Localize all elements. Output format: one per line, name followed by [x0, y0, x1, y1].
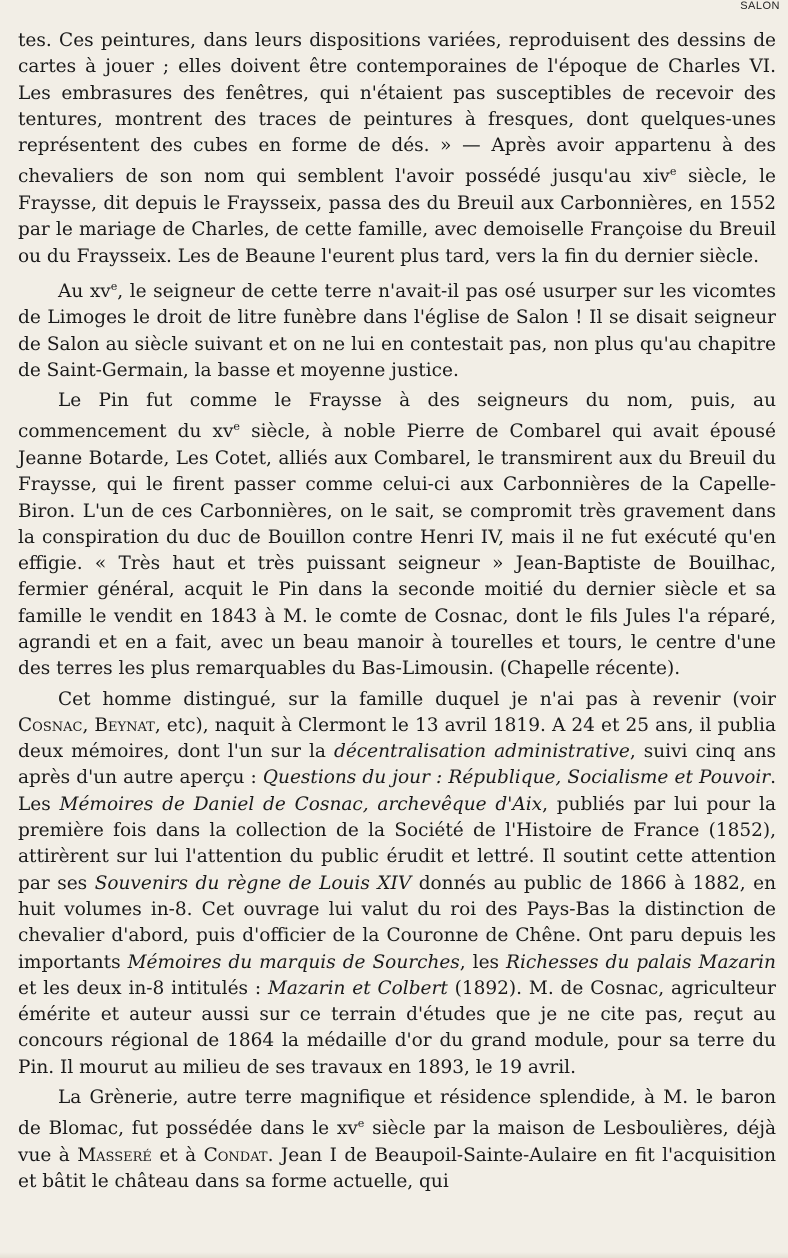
italic-text: Mémoires de Daniel de Cosnac, archevêque d'Aix: [59, 793, 543, 815]
text-run: , les: [459, 951, 507, 973]
text-run: siècle, à noble Pierre de Combarel qui avait épousé Jeanne Botarde, Les Cotet, alliés aux Combarel, le transmirent aux du Breuil du Fraysse, qui le firent passer comme celui-ci aux Carbonnières de la Capelle-Biron. L'un de ces Carbonnières, on le sait, se compromit très gravement dans la conspiration du duc de Bouillon contre Henri IV, mais il ne fut exécuté qu'en effigie. « Très haut et très puissant seigneur » Jean-Baptiste de Bouilhac, fermier général, acquit le Pin dans la seconde moitié du dernier siècle et sa famille le vendit en 1843 à M. le comte de Cosnac, dont le fils Jules l'a réparé, agrandi et en a fait, avec un beau manoir à tourelles et tours, le centre d'une des terres les plus remarquables du Bas-Limousin. (Chapelle récente).: [18, 421, 776, 680]
smallcaps-text: Cosnac: [18, 714, 83, 736]
paragraph: [18, 388, 776, 682]
text-run: . Jean I de Beaupoil-Sainte-Aulaire en fit l'acquisition et bâtit le château dans sa forme actuelle, qui: [18, 1144, 777, 1193]
text-run: et les deux in-8 intitulés :: [18, 977, 268, 999]
paragraph: [18, 274, 776, 384]
text-run: , suivi cinq ans après d'un autre aperçu :: [18, 741, 776, 789]
paragraph: [18, 28, 776, 270]
superscript: e: [669, 165, 677, 179]
text-run: siècle par la maison de Lesboulières, déjà vue à: [18, 1118, 776, 1166]
text-run: siècle, le Fraysse, dit depuis le Fraysseix, passa des du Breuil aux Carbonnières, en 1552 par le mariage de Charles, de cette famille, avec demoiselle Françoise du Breuil ou du Fraysseix. Les de Beaune l'eurent plus tard, vers la fin du dernier siècle.: [18, 166, 776, 267]
page-edge: [0, 1252, 788, 1258]
italic-text: Mazarin et Colbert: [267, 977, 448, 999]
superscript: e: [110, 279, 118, 293]
text-run: ,: [82, 714, 95, 736]
italic-text: Souvenirs du règne de Louis XIV: [94, 872, 412, 894]
text-run: Cet homme distingué, sur la famille duquel je n'ai pas à revenir (voir: [58, 688, 776, 710]
text-run: et à: [151, 1144, 204, 1166]
text-run: , etc), naquit à Clermont le 13 avril 1819. A 24 et 25 ans, il publia deux mémoires, dont l'un sur la: [18, 714, 776, 763]
paragraph: [18, 1085, 776, 1195]
superscript: e: [233, 420, 240, 434]
text-run: , le seigneur de cette terre n'avait-il pas osé usurper sur les vicomtes de Limoges le droit de litre funèbre dans l'église de Salon ! Il se disait seigneur de Salon au siècle suivant et on ne lui en contestait pas, non plus qu'au chapitre de Saint-Germain, la basse et moyenne justice.: [18, 280, 776, 381]
text-run: . Les: [18, 767, 776, 815]
text-run: donnés au public de 1866 à 1882, en huit volumes in-8. Cet ouvrage lui valut du roi des Pays-Bas la distinction de chevalier d'abord, puis d'officier de la Couronne de Chêne. Ont paru depuis les importants: [18, 872, 776, 973]
text-run: (1892). M. de Cosnac, agriculteur émérite et auteur aussi sur ce terrain d'études que je ne cite pas, reçut au concours régional de 1864 la médaille d'or du grand module, pour sa terre du Pin. Il mourut au milieu de ses travaux en 1893, le 19 avril.: [18, 977, 776, 1078]
text-run: Le Pin fut comme le Fraysse à des seigneurs du nom, puis, au commencement du xv: [18, 390, 776, 443]
italic-text: Richesses du palais Mazarin: [506, 951, 776, 973]
italic-text: Mémoires du marquis de Sourches: [127, 951, 460, 973]
text-run: tes. Ces peintures, dans leurs dispositions variées, reproduisent des dessins de cartes à jouer ; elles doivent être contemporaines de l'époque de Charles VI. Les embrasures des fenêtres, qui n'étaient pas susceptibles de recevoir des tentures, montrent des traces de peintures à fresques, dont quelques-unes représentent des cubes en forme de dés. » — Après avoir appartenu à des chevaliers de son nom qui semblent l'avoir possédé jusqu'au xiv: [18, 30, 776, 188]
italic-text: Questions du jour : République, Socialisme et Pouvoir: [262, 767, 771, 789]
smallcaps-text: Masseré: [77, 1144, 152, 1166]
text-run: La Grènerie, autre terre magnifique et résidence splendide, à M. le baron de Blomac, fut possédée dans le xv: [18, 1087, 776, 1140]
smallcaps-text: Condat: [203, 1144, 268, 1166]
body-text: [18, 28, 776, 1195]
italic-text: décentralisation administrative: [333, 741, 630, 763]
superscript: e: [357, 1117, 365, 1131]
text-run: , publiés par lui pour la première fois dans la collection de la Société de l'Histoire de France (1852), attirèrent sur lui l'attention du public érudit et lettré. Il soutint cette attention par ses: [18, 793, 776, 894]
text-run: Au xv: [58, 280, 111, 302]
running-head: SALON: [740, 0, 780, 12]
smallcaps-text: Beynat: [94, 714, 155, 736]
paragraph: [18, 687, 776, 1081]
